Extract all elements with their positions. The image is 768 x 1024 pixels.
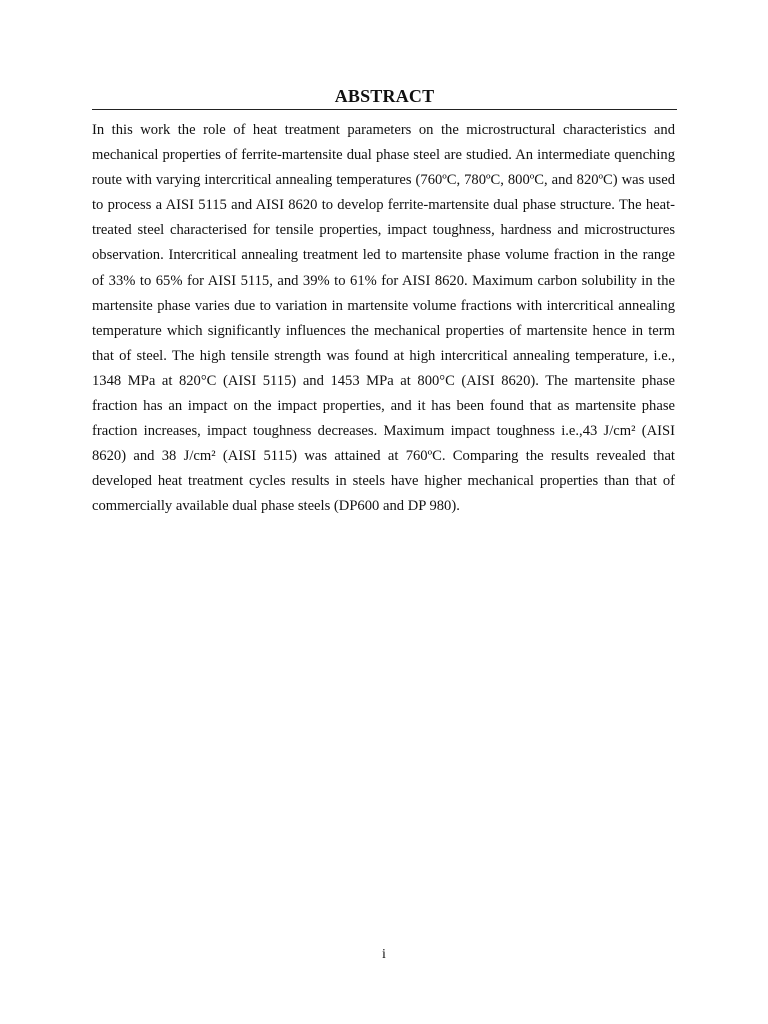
heading-underline — [92, 109, 677, 110]
abstract-paragraph: In this work the role of heat treatment parameters on the microstructural characteristics and mechanical properties of ferrite-martensite dual phase steel are studied. An intermediate quenching route with varying intercritical annealing temperatures (760ºC, 780ºC, 800ºC, and 820ºC) was used to process a AISI 5115 and AISI 8620 to develop ferrite-martensite dual phase structure. The heat-treated steel characterised for tensile properties, impact toughness, hardness and microstructures observation. Intercritical annealing treatment led to martensite phase volume fraction in the range of 33% to 65% for AISI 5115, and 39% to 61% for AISI 8620. Maximum carbon solubility in the martensite phase varies due to variation in martensite volume fractions with intercritical annealing temperature which significantly influences the mechanical properties of martensite hence in term that of steel. The high tensile strength was found at high intercritical annealing temperature, i.e., 1348 MPa at 820°C (AISI 5115) and 1453 MPa at 800°C (AISI 8620). The martensite phase fraction has an impact on the impact properties, and it has been found that as martensite phase fraction increases, impact toughness decreases. Maximum impact toughness i.e.,43 J/cm² (AISI 8620) and 38 J/cm² (AISI 5115) was attained at 760ºC. Comparing the results revealed that developed heat treatment cycles results in steels have higher mechanical properties than that of commercially available dual phase steels (DP600 and DP 980). — [92, 122, 675, 515]
page-number: i — [382, 947, 386, 962]
abstract-heading: ABSTRACT — [334, 86, 435, 106]
